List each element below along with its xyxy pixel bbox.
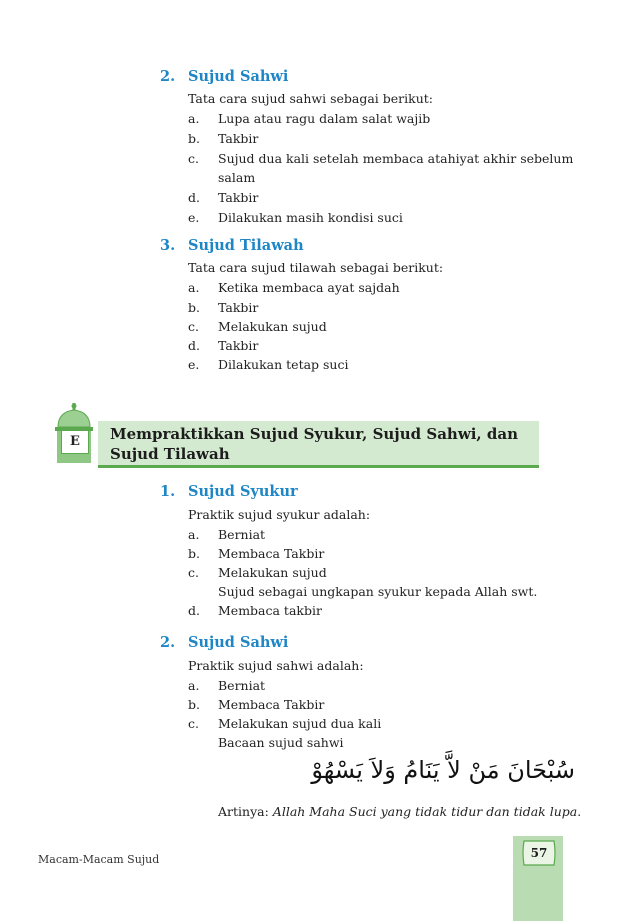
section-intro: Tata cara sujud sahwi sebagai berikut: bbox=[188, 91, 434, 106]
list-letter: b. bbox=[188, 697, 200, 712]
list-letter: a. bbox=[188, 527, 200, 542]
list-text: Membaca Takbir bbox=[218, 546, 325, 561]
chapter-footer: Macam-Macam Sujud bbox=[38, 853, 160, 866]
list-text: Melakukan sujud bbox=[218, 565, 327, 580]
list-letter: b. bbox=[188, 546, 200, 561]
section-title-sujud-sahwi: Sujud Sahwi bbox=[188, 68, 289, 85]
section-title-sujud-tilawah: Sujud Tilawah bbox=[188, 237, 304, 254]
list-text: Dilakukan tetap suci bbox=[218, 357, 349, 372]
list-text: Takbir bbox=[218, 338, 259, 353]
list-text: Membaca takbir bbox=[218, 603, 322, 618]
list-text: Takbir bbox=[218, 300, 259, 315]
section-intro: Praktik sujud syukur adalah: bbox=[188, 507, 371, 522]
list-letter: a. bbox=[188, 678, 200, 693]
section-number: 1. bbox=[160, 483, 176, 500]
list-letter: a. bbox=[188, 280, 200, 295]
translation bbox=[218, 804, 581, 819]
list-letter: c. bbox=[188, 565, 199, 580]
list-text: Ketika membaca ayat sajdah bbox=[218, 280, 400, 295]
list-text: Bacaan sujud sahwi bbox=[218, 735, 344, 750]
list-letter: b. bbox=[188, 300, 200, 315]
list-letter: d. bbox=[188, 338, 200, 353]
list-text: Melakukan sujud dua kali bbox=[218, 716, 382, 731]
list-letter: c. bbox=[188, 151, 199, 166]
list-text: Lupa atau ragu dalam salat wajib bbox=[218, 111, 431, 126]
list-text: Sujud sebagai ungkapan syukur kepada Allah swt. bbox=[218, 584, 538, 599]
section-title-sujud-syukur: Sujud Syukur bbox=[188, 483, 298, 500]
list-letter: b. bbox=[188, 131, 200, 146]
list-letter: d. bbox=[188, 603, 200, 618]
list-letter: e. bbox=[188, 210, 200, 225]
section-heading bbox=[110, 424, 530, 464]
list-letter: c. bbox=[188, 716, 199, 731]
list-letter: c. bbox=[188, 319, 199, 334]
banner-underline bbox=[98, 465, 539, 468]
list-text: Sujud dua kali setelah membaca atahiyat akhir sebelum bbox=[218, 151, 574, 166]
list-letter: d. bbox=[188, 190, 200, 205]
page-number: 57 bbox=[530, 846, 548, 860]
section-badge-letter: E bbox=[61, 430, 89, 454]
section-number: 3. bbox=[160, 237, 176, 254]
section-number: 2. bbox=[160, 634, 176, 651]
section-intro: Praktik sujud sahwi adalah: bbox=[188, 658, 364, 673]
list-text: Takbir bbox=[218, 190, 259, 205]
list-text: Takbir bbox=[218, 131, 259, 146]
list-text: salam bbox=[218, 170, 256, 185]
section-intro: Tata cara sujud tilawah sebagai berikut: bbox=[188, 260, 444, 275]
list-text: Melakukan sujud bbox=[218, 319, 327, 334]
section-title-sujud-sahwi: Sujud Sahwi bbox=[188, 634, 289, 651]
section-heading-line: Mempraktikkan Sujud Syukur, Sujud Sahwi, dan bbox=[110, 425, 518, 443]
list-text: Dilakukan masih kondisi suci bbox=[218, 210, 403, 225]
list-text: Berniat bbox=[218, 527, 266, 542]
arabic-prayer-text: سُبْحَانَ مَنْ لاَّ يَنَامُ وَلاَ يَسْهُوْ bbox=[311, 756, 575, 784]
translation-label: Artinya: bbox=[218, 804, 269, 819]
list-letter: e. bbox=[188, 357, 200, 372]
list-text: Berniat bbox=[218, 678, 266, 693]
list-text: Membaca Takbir bbox=[218, 697, 325, 712]
section-heading-line: Sujud Tilawah bbox=[110, 445, 230, 463]
section-number: 2. bbox=[160, 68, 176, 85]
list-letter: a. bbox=[188, 111, 200, 126]
translation-text: Allah Maha Suci yang tidak tidur dan tidak lupa. bbox=[272, 804, 582, 819]
